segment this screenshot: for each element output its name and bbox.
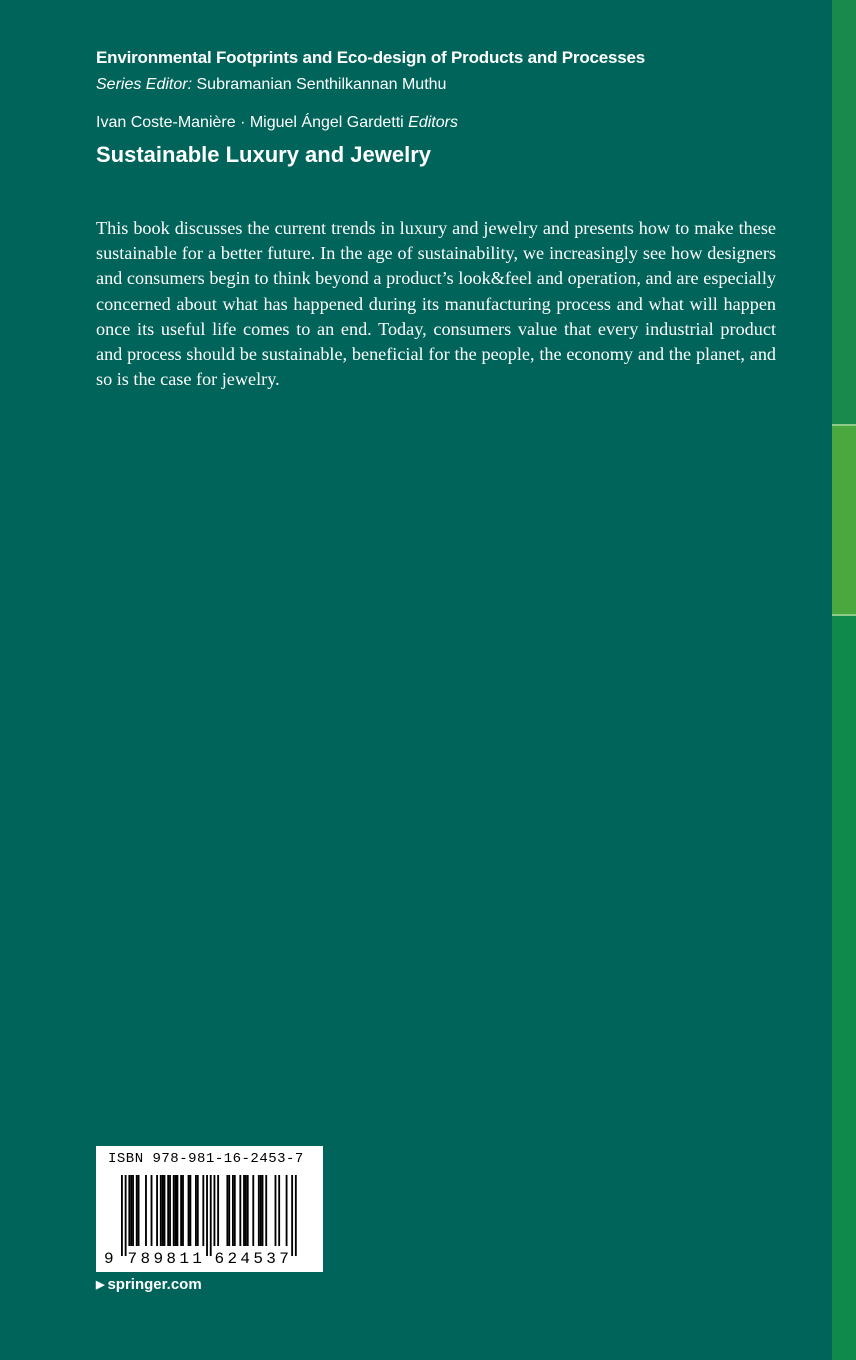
barcode-bar xyxy=(262,1175,264,1246)
spine-divider xyxy=(832,614,856,616)
spine-divider xyxy=(832,424,856,426)
barcode-bar xyxy=(226,1175,228,1246)
barcode-bar xyxy=(151,1175,153,1246)
barcode-bar xyxy=(258,1175,260,1246)
barcode-bar xyxy=(162,1175,164,1246)
barcode-bar xyxy=(228,1175,230,1246)
barcode-bar xyxy=(210,1175,212,1256)
barcode-bar xyxy=(156,1175,158,1246)
barcode-digit: 8 xyxy=(140,1250,151,1268)
barcode-bar xyxy=(138,1175,140,1246)
barcode-bar xyxy=(243,1175,245,1246)
barcode-bar xyxy=(136,1175,138,1246)
barcode-bar xyxy=(239,1175,241,1246)
barcode-bar xyxy=(145,1175,147,1246)
barcode-bar xyxy=(182,1175,184,1246)
barcode-digit: 9 xyxy=(153,1250,164,1268)
barcode-bar xyxy=(206,1175,208,1256)
barcode-digit: 4 xyxy=(240,1250,251,1268)
barcode-bars xyxy=(96,1146,323,1272)
barcode-bar xyxy=(278,1175,280,1246)
barcode-digit: 7 xyxy=(127,1250,138,1268)
barcode-bar xyxy=(295,1175,297,1256)
barcode-bar xyxy=(175,1175,177,1246)
barcode-bar xyxy=(167,1175,169,1246)
publisher-link[interactable] xyxy=(96,1276,202,1293)
barcode-bar xyxy=(132,1175,134,1246)
barcode-digit: 2 xyxy=(227,1250,238,1268)
barcode-digit: 7 xyxy=(279,1250,289,1268)
barcode-bar xyxy=(121,1175,123,1256)
series-editor-label: Series Editor: xyxy=(96,76,193,93)
barcode-bar xyxy=(169,1175,171,1246)
barcode-digit: 9 xyxy=(104,1250,114,1268)
barcode-bar xyxy=(173,1175,175,1246)
barcode-bar xyxy=(286,1175,288,1246)
barcode-bar xyxy=(177,1175,179,1246)
barcode-bar xyxy=(128,1175,130,1246)
barcode-bar xyxy=(125,1175,127,1256)
barcode-bar xyxy=(189,1175,191,1246)
barcode-bar xyxy=(217,1175,219,1246)
spine-segment-bottom xyxy=(832,615,856,1360)
barcode-bar xyxy=(252,1175,254,1246)
spine-segment-top xyxy=(832,0,856,425)
series-editor xyxy=(96,76,446,94)
barcode-bar xyxy=(291,1175,293,1256)
barcode-digit: 8 xyxy=(166,1250,177,1268)
series-title: Environmental Footprints and Eco-design of Products and Processes xyxy=(96,48,646,67)
book-description: This book discusses the current trends in luxury and jewelry and presents how to make these sustainable for a better future. In the age of sustainability, we increasingly see how designers and consumers begin to think beyond a product’s look&feel and operation, and are especially concerned about what has happened during its manufacturing process and what will happen once its useful life comes to an end. Today, consumers value that every industrial product and process should be sustainable, beneficial for the people, the economy and the planet, and so is the case for jewelry. xyxy=(96,218,776,390)
barcode-bar xyxy=(245,1175,247,1246)
barcode-bar xyxy=(232,1175,234,1246)
spine-strip xyxy=(832,0,856,1360)
barcode-bar xyxy=(197,1175,199,1246)
barcode-bar xyxy=(247,1175,249,1246)
barcode-digit: 1 xyxy=(192,1250,202,1268)
isbn-barcode xyxy=(96,1146,323,1272)
editor-names: Ivan Coste-Manière · Miguel Ángel Gardetti xyxy=(96,114,404,131)
isbn-label: ISBN 978-981-16-2453-7 xyxy=(108,1151,304,1167)
barcode-bar xyxy=(214,1175,216,1246)
barcode-bar xyxy=(180,1175,182,1246)
barcode-bar xyxy=(260,1175,262,1246)
barcode-digit: 1 xyxy=(179,1250,189,1268)
triangle-right-icon: ▶ xyxy=(96,1279,105,1291)
barcode-bar xyxy=(234,1175,236,1246)
barcode-digit: 3 xyxy=(266,1250,276,1268)
barcode-bar xyxy=(160,1175,162,1246)
barcode-bar xyxy=(275,1175,277,1246)
barcode-digit: 5 xyxy=(253,1250,263,1268)
barcode-bar xyxy=(202,1175,204,1246)
barcode-bar xyxy=(188,1175,190,1246)
barcode-bar xyxy=(265,1175,267,1246)
spine-segment-middle xyxy=(832,425,856,615)
series-editor-name: Subramanian Senthilkannan Muthu xyxy=(196,76,447,93)
publisher-url: springer.com xyxy=(107,1276,202,1293)
barcode-bar xyxy=(195,1175,197,1246)
editors-role: Editors xyxy=(408,114,458,131)
barcode-bar xyxy=(130,1175,132,1246)
barcode-digit: 6 xyxy=(214,1250,225,1268)
barcode-bar xyxy=(164,1175,166,1246)
book-title: Sustainable Luxury and Jewelry xyxy=(96,142,432,167)
book-editors xyxy=(96,114,458,132)
